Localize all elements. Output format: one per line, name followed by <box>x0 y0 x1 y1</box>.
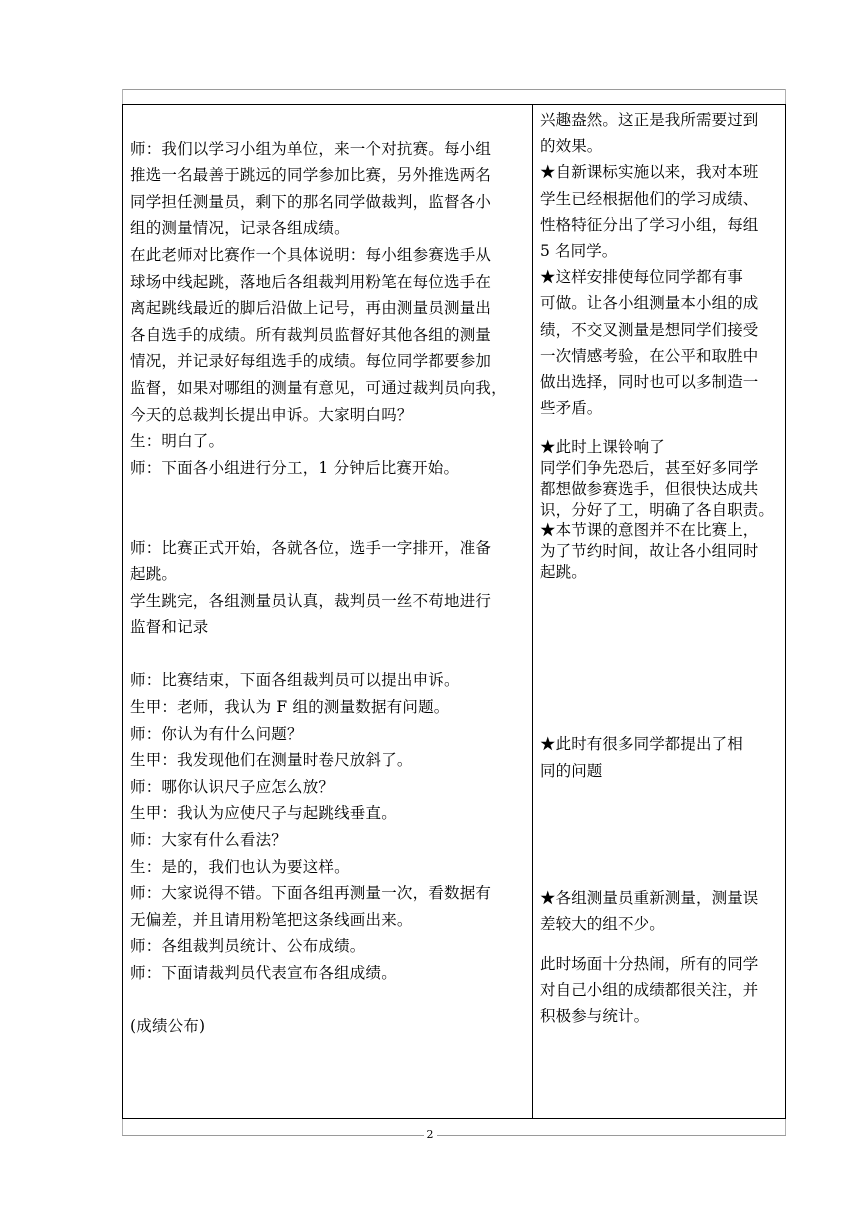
note-line: 的效果。 <box>540 137 603 156</box>
blank-line <box>540 937 781 951</box>
note-line: 积极参与统计。 <box>540 1007 650 1026</box>
dialogue-line: 师：比赛正式开始，各就各位，选手一字排开，准备 <box>130 538 492 557</box>
note-line: 差较大的组不少。 <box>540 914 665 933</box>
dialogue-line: 师：下面请裁判员代表宣布各组成绩。 <box>130 964 397 982</box>
dialogue-line: 师：大家说得不错。下面各组再测量一次，看数据有 <box>130 884 492 903</box>
blank-line <box>130 987 526 1014</box>
blank-line <box>540 609 781 635</box>
dialogue-line: 师：你认为有什么问题？ <box>130 724 303 743</box>
dialogue-line: 组的测量情况，记录各组成绩。 <box>130 219 350 238</box>
note-line: 兴趣盎然。这正是我所需要过到 <box>540 111 759 129</box>
note-block4 <box>540 885 781 937</box>
note-line: 学生已经根据他们的学习成绩、 <box>540 189 759 208</box>
note-line: 起跳。 <box>540 562 587 581</box>
blank-line <box>130 109 526 136</box>
dialogue-line: 生：明白了。 <box>130 432 225 451</box>
note-line: ★此时上课铃响了 <box>540 438 665 457</box>
note-line: 识，分好了工，明确了各自职责。 <box>540 500 775 519</box>
dialogue-line: 今天的总裁判长提出申诉。大家明白吗？ <box>130 405 413 424</box>
blank-line <box>130 481 526 508</box>
dialogue-line: 师：我们以学习小组为单位，来一个对抗赛。每小组 <box>130 139 492 158</box>
blank-line <box>540 582 781 608</box>
page-number-text: 2 <box>424 1128 437 1141</box>
note-block5 <box>540 951 781 1030</box>
blank-line <box>540 810 781 836</box>
dialogue-line: 生甲：我认为应使尺子与起跳线垂直。 <box>130 804 397 823</box>
page-number <box>0 1128 860 1141</box>
dialogue-line: 同学担任测量员，剩下的那名同学做裁判，监督各小 <box>130 192 492 211</box>
blank-line <box>130 508 526 535</box>
dialogue-line: 师：各组裁判员统计、公布成绩。 <box>130 937 366 956</box>
note-line: 5 名同学。 <box>540 242 618 261</box>
dialogue-line: 师：哪你认识尺子应怎么放？ <box>130 777 335 796</box>
header-margin-frame <box>122 89 786 104</box>
note-line: 都想做参赛选手，但很快达成共 <box>540 479 759 498</box>
dialogue-line: 监督，如果对哪组的测量有意见，可通过裁判员向我， <box>130 378 507 397</box>
blank-line <box>540 687 781 713</box>
note-line: 此时场面十分热闹，所有的同学 <box>540 955 759 974</box>
blank-line <box>540 784 781 810</box>
dialogue-line: 生甲：我发现他们在测量时卷尺放斜了。 <box>130 751 413 770</box>
note-line: 可做。让各小组测量本小组的成 <box>540 294 759 313</box>
note-block1 <box>540 107 781 421</box>
dialogue-line: 起跳。 <box>130 565 178 584</box>
dialogue-line: 各自选手的成绩。所有裁判员监督好其他各组的测量 <box>130 325 492 344</box>
dialogue-line: (成绩公布) <box>130 1017 206 1036</box>
dialogue-line: 师：比赛结束，下面各组裁判员可以提出申诉。 <box>130 671 460 690</box>
note-line: 同的问题 <box>540 761 603 780</box>
blank-line <box>540 421 781 435</box>
dialogue-line: 师：下面各小组进行分工，1 分钟后比赛开始。 <box>130 458 460 477</box>
note-block3 <box>540 731 781 783</box>
dialogue-line: 无偏差，并且请用粉笔把这条线画出来。 <box>130 910 413 929</box>
blank-line <box>130 641 526 668</box>
lesson-table <box>122 104 786 1119</box>
note-line: ★本节课的意图并不在比赛上， <box>540 521 759 540</box>
note-line: 为了节约时间，故让各小组同时 <box>540 541 759 560</box>
design-notes-column <box>533 105 785 1118</box>
note-line: 做出选择，同时也可以多制造一 <box>540 373 759 392</box>
dialogue-line: 生甲：老师，我认为 F 组的测量数据有问题。 <box>130 698 450 717</box>
note-block2 <box>540 437 781 582</box>
dialogue-line: 师：大家有什么看法？ <box>130 831 288 850</box>
dialogue-line: 在此老师对比赛作一个具体说明：每小组参赛选手从 <box>130 245 492 264</box>
blank-line <box>540 836 781 862</box>
note-line: 对自己小组的成绩都很关注，并 <box>540 981 759 1000</box>
teaching-process-column <box>123 105 533 1118</box>
dialogue-line: 球场中线起跳，落地后各组裁判用粉笔在每位选手在 <box>130 272 492 291</box>
note-line: 一次情感考验，在公平和取胜中 <box>540 346 759 365</box>
dialogue-line: 监督和记录 <box>130 618 209 637</box>
note-line: ★自新课标实施以来，我对本班 <box>540 163 759 182</box>
dialogue-line: 离起跳线最近的脚后沿做上记号，再由测量员测量出 <box>130 299 492 318</box>
note-line: ★此时有很多同学都提出了相 <box>540 735 743 754</box>
dialogue-line: 学生跳完，各组测量员认真，裁判员一丝不苟地进行 <box>130 591 492 610</box>
note-line: 些矛盾。 <box>540 399 603 418</box>
dialogue-line: 情况，并记录好每组选手的成绩。每位同学都要参加 <box>130 352 492 371</box>
blank-line <box>540 661 781 687</box>
note-line: ★这样安排使每位同学都有事 <box>540 268 743 287</box>
note-line: ★各组测量员重新测量，测量误 <box>540 888 759 907</box>
dialogue-line: 生：是的，我们也认为要这样。 <box>130 857 350 876</box>
note-line: 同学们争先恐后，甚至好多同学 <box>540 459 759 478</box>
dialogue-line: 推选一名最善于跳远的同学参加比赛，另外推选两名 <box>130 166 492 185</box>
note-line: 性格特征分出了学习小组，每组 <box>540 215 759 234</box>
blank-line <box>540 635 781 661</box>
note-line: 绩，不交叉测量是想同学们接受 <box>540 320 759 339</box>
